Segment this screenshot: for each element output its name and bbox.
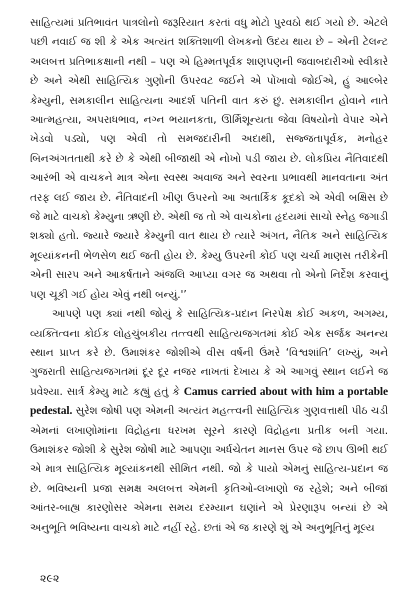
paragraph-2-text-start: આપણે પણ ક્યાં નથી જોયું કે સાહિત્યિક-પ્રદાન નિરપેક્ષ કોઈ અકળ, અગમ્ય, વ્યક્તિત્વના કોઈક લોહચુંબકીય તત્ત્વથી સાહિત્યજગતમાં કોઈ એક સર્જક અનન્ય સ્થાન પ્રાપ્ત કરે છે. ઉમાશંકર જોશીએ વીસ વર્ષની ઉંમરે ‘વિશ્વશાંતિ’ લખ્યું, અને ગુજરાતી સાહિત્યજગતમાં દૂર દૂર નજર નાખતાં દેખાય કે એ આગવું સ્થાન લઈને જ પ્રવેશ્યા. સાર્ત્ર કેમ્યુ માટે કહ્યું હતું કે	[30, 308, 388, 398]
english-quote: Camus carried about with him a portable pedestal.	[30, 385, 389, 418]
body-text	[30, 14, 388, 538]
paragraph-2	[30, 305, 388, 538]
paragraph-1	[30, 14, 388, 305]
paragraph-1-text: સાહિત્યમાં પ્રતિભાવંત પાત્રલોનો જરૂરિયાત કરતાં વધુ મોટો પુરવઠો થઈ ગયો છે. એટલે પછી નવાઈ જ શી કે એક અત્યંત શક્તિશાળી લેખકનો ઉદય થાય છે – એની ટેલન્ટ અલબત્ત પ્રતિભાકક્ષાની નથી – પણ એ હિમ્મતપૂર્વક શાણપણની જવાબદારીઓ સ્વીકારે છે અને એથી સાહિત્યિક ગુણોની ઉપરવટ જઈને એ પોંખાવો જોઈએ, હું આલ્બેર કેમ્યુની, સમકાલીન સાહિત્યના આદર્શ પતિની વાત કરું છું. સમકાલીન હોવાને નાતે આત્મહત્યા, અપરાધભાવ, નગ્ન ભયાનકતા, ઊર્મિશૂન્યતા જેવા વિષયોનો વેપાર એને ખેડવો પડ્યો, પણ એવી તો સમજદારીની અદાથી, સજ્જતાપૂર્વક, મનોહર બિનઅંગતતાથી કરે છે કે એથી બીજાથી એ નોખો પડી જાય છે. લોકપ્રિય નૈતિવાદથી આરંભી એ વાચકને માત્ર એના સ્વસ્થ અવાજ અને સ્વરના પ્રભાવથી માનવતાના અંત તરફ લઈ જાય છે. નૈતિવાદની ખીણ ઉપરનો આ અતાર્કિક કૂદકો એ એવી બક્ષિસ છે જે માટે વાચકો કેમ્યુના ઋણી છે. એથી જ તો એ વાચકોના હૃદયમાં સાચો સ્નેહ જગાડી શક્યો હતો. જ્યારે જ્યારે કેમ્યુની વાત થાય છે ત્યારે અંગત, નૈતિક અને સાહિત્યિક મૂલ્યાંકનની ભેળસેળ થઈ જતી હોય છે. કેમ્યુ ઉપરની કોઈ પણ ચર્ચા માણસ તરીકેની એની સારપ અને આકર્ષતાને અંજલિ આપ્યા વગર જ અથવા તો એનો નિર્દેશ કરવાનું પણ ચૂકી ગઈ હોય એવું નથી બન્યું.'’	[30, 17, 388, 301]
paragraph-2-text-end: સુરેશ જોષી પણ એમની અત્યંત મહત્ત્વની સાહિત્યિક ગુણવત્તાથી પીઠ ચડી એમનાં લખાણોમાંના વિદ્રોહના ધરખમ સૂરને કારણે વિદ્રોહના પ્રતીક બની ગયા. ઉમાશંકર જોશી કે સુરેશ જોષી માટે આપણા અર્ધચેતન માનસ ઉપર જે છાપ ઊભી થઈ એ માત્ર સાહિત્યિક મૂલ્યાંકનથી સીમિત નથી. જો કે પાયો એમનું સાહિત્ય-પ્રદાન જ છે. ભવિષ્યની પ્રજા સમક્ષ અલબત્ત એમની કૃતિઓ-લખાણો જ રહેશે; અને બીજાં આંતર-બાહ્ય કારણોસર એમના સમય દરમ્યાન ઘણાંને એ પ્રેરણારૂપ બન્યાં છે એ અનુભૂતિ ભવિષ્યના વાચકો માટે નહીં રહે. છતાં એ જ કારણે શું એ અનુભૂતિનું મૂલ્ય	[30, 405, 388, 534]
page-number: ૨૯૨	[40, 572, 60, 585]
